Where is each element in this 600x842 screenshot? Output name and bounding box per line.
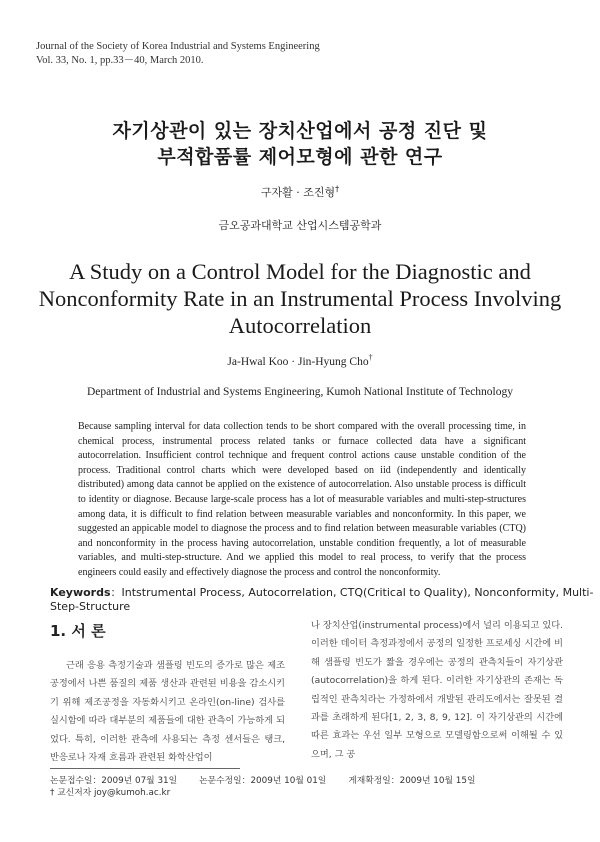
english-author-names: Ja-Hwal Koo · Jin-Hyung Cho bbox=[227, 355, 369, 368]
abstract: Because sampling interval for data collection tends to be short compared with the overall processing time, in chemical process, instrumental process related tanks or furnace collected data have a significant autocorrelation. Insufficient control technique and frequent control actions cause unstable condition of the process. Traditional control charts which were developed based on iid (independently and identically distributed) among data cannot be applied on the existence of autocorrelation. Also unstable process is difficult to identity or diagnose. Because large-scale process has a lot of measurable variables and multi-step-structures among data, it is difficult to find relation between measurable variables and nonconformity. In this paper, we suggested an appicable model to diagnose the process and to find relation between measurable variables (CTQ) and nonconformity in the process having autocorrelation, unstable condition frequently, a lot of measurable variables, and multi-step-structure. And we applied this model to real process, to verify that the process engineers could easily and effectively diagnose the process and control the nonconformity. bbox=[78, 421, 526, 578]
english-authors bbox=[0, 353, 600, 368]
english-title-line-2: Nonconformity Rate in an Instrumental Process Involving bbox=[38, 286, 562, 311]
korean-title-line-1: 자기상관이 있는 장치산업에서 공정 진단 및 bbox=[112, 120, 488, 142]
korean-title bbox=[0, 118, 600, 170]
journal-name: Journal of the Society of Korea Industrial and Systems Engineering bbox=[36, 41, 320, 52]
footnote-divider bbox=[50, 768, 240, 769]
english-title-line-1: A Study on a Control Model for the Diagnostic and bbox=[69, 259, 531, 284]
korean-author-names: 구자활 · 조진형 bbox=[260, 186, 336, 199]
english-affiliation: Department of Industrial and Systems Engineering, Kumoh National Institute of Technology bbox=[87, 386, 513, 398]
keywords-text: ：Intstrumental Process, Autocorrelation, CTQ(Critical to Quality), Nonconformity, Multi-Step-Structure bbox=[50, 586, 594, 613]
section-heading: 1. 서 론 bbox=[50, 622, 106, 640]
received-date: 논문접수일：2009년 07월 31일 bbox=[50, 776, 178, 786]
corresponding-dagger-en: † bbox=[368, 353, 373, 362]
corresponding-author-note: † 교신저자 joy@kumoh.ac.kr bbox=[50, 788, 171, 798]
keywords bbox=[50, 584, 600, 613]
korean-title-line-2: 부적합품률 제어모형에 관한 연구 bbox=[157, 146, 443, 168]
body-text-right-column: 나 장치산업(instrumental process)에서 널리 이용되고 있다. 이러한 데이터 측정과정에서 공정의 일정한 프로세싱 시간에 비해 샘플링 빈도가 짧을 경우에는 공정의 관측치들이 자기상관(autocorrelation)을 하게 된다. 이러한 자기상관의 존재는 독립적인 관측치라는 가정하에서 개발된 관리도에서는 잘못된 결과를 초래하게 된다[1, 2, 3, 8, 9, 12]. 이 자기상관의 시간에 따른 효과는 우선 일부 모형으로 모델링함으로써 이해될 수 있으며, 그 공 bbox=[311, 620, 563, 760]
korean-affiliation: 금오공과대학교 산업시스템공학과 bbox=[218, 219, 382, 232]
english-title bbox=[0, 258, 600, 339]
revised-date: 논문수정일：2009년 10월 01일 bbox=[199, 776, 327, 786]
korean-authors bbox=[0, 184, 600, 200]
body-text-left-column: 근래 응용 측정기술과 샘플링 빈도의 증가로 많은 제조공정에서 나쁜 품질의 제품 생산과 관련된 비용을 감소시키기 위해 제조공정을 자동화시키고 온라인(on-line) 검사를 실시함에 따라 대부분의 제품들에 대한 관측이 가능하게 되었다. 특히, 이러한 관측에 사용되는 측정 센서들은 탱크, 반응로나 자재 흐름과 관련된 화학산업이 bbox=[50, 660, 285, 764]
corresponding-dagger: † bbox=[335, 184, 340, 194]
accepted-date: 게재확정일：2009년 10월 15일 bbox=[348, 776, 476, 786]
journal-volume: Vol. 33, No. 1, pp.33－40, March 2010. bbox=[36, 54, 204, 66]
journal-header bbox=[36, 40, 320, 67]
keywords-label: Keywords bbox=[50, 586, 111, 599]
english-title-line-3: Autocorrelation bbox=[228, 313, 372, 338]
